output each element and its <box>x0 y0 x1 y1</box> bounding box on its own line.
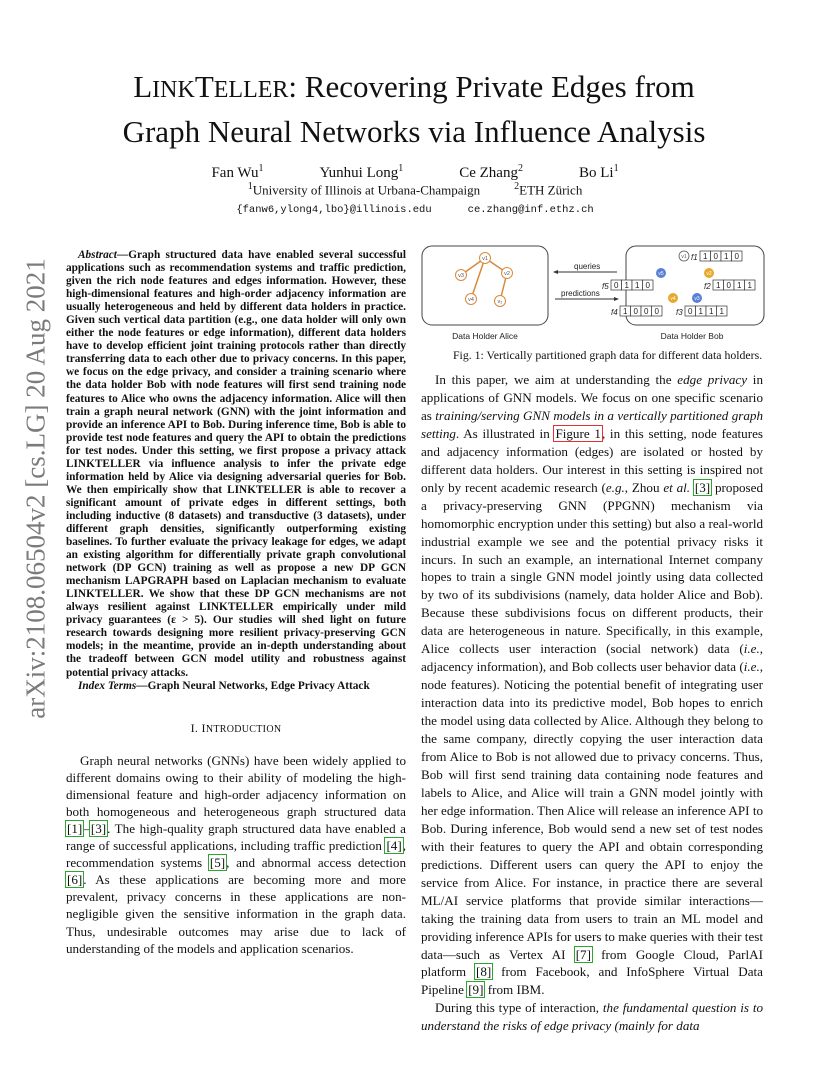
alice-label: Data Holder Alice <box>452 331 518 341</box>
author <box>579 163 619 182</box>
author-affiliation-mark: 2 <box>517 163 523 174</box>
abstract-text: —Graph structured data have enabled several successful applications such as recommendation systems and traffic prediction, given the rich node features and edges information. However, these high-dimensional features and high-order adjacency information are usually heterogeneous and held by different data holders in practice. Given such vertical data partition (e.g., one data holder will only own either the node features or edge information), different data holders have to develop efficient joint training protocols rather than directly transferring data to each other due to privacy concerns. In this paper, we focus on the edge privacy, and consider a training scenario where the data holder Bob with node features will first send training node features to Alice who owns the adjacency information. Alice will then train a graph neural network (GNN) with the joint information and provide an inference API to Bob. During inference time, Bob is able to provide test node features and query the API to obtain the predictions for test nodes. Under this setting, we first propose a privacy attack LINKTELLER via influence analysis to infer the private edge information held by Alice via designing adversarial queries for Bob. We then empirically show that LINKTELLER is able to recover a significant amount of private edges in different settings, both including inductive (8 datasets) and transductive (3 datasets), under different graph densities, significantly outperforming existing baselines. To further evaluate the privacy leakage for edges, we adapt an existing algorithm for differentially private graph convolutional network (DP GCN) training as well as propose a new DP GCN mechanism LAPGRAPH based on Laplacian mechanism to evaluate LINKTELLER. We show that these DP GCN mechanisms are not always resilient against LINKTELLER empirically under mild privacy guarantees (ε > 5). Our studies will shed light on future research towards designing more resilient privacy-preserving GCN models; in the meantime, provide an in-depth understanding about the tradeoff between GCN model utility and robustness against potential privacy attacks. <box>66 249 406 679</box>
feature-bit-value: 1 <box>623 306 628 316</box>
body-text: , in this setting, node features and adjacency information (edges) are isolated or hosted by different data holders. Our interest in this setting is inspired not only by recent academic research ( <box>421 425 763 495</box>
body-text: , Zhou <box>624 479 664 495</box>
queries-arrow-head <box>553 270 558 274</box>
alice-node <box>466 294 477 305</box>
intro-text: . As these applications are becoming more and more prevalent, privacy concerns in these applications are non-negligible given the sensitive information in the graph data. Thus, undesirable outcomes may arise due to lack of understanding of the models and application scenarios. <box>66 872 406 956</box>
affiliation-1: University of Illinois at Urbana-Champaign <box>252 182 481 198</box>
citation-link[interactable]: [3] <box>90 820 107 836</box>
bob-node <box>656 268 666 278</box>
feature-bit-value: 0 <box>713 251 718 261</box>
body-text: , node features). Noticing the potential benefit of integrating user interaction data into its predictive model, Bob hopes to enrich the model using data collected by Alice. Although they belong to the same company, directly copying the user interaction data from Alice to Bob is not allowed due to privacy concerns. Thus, Bob will first send training data containing node features and labels to Alice, and Alice will train a GNN model jointly with her edge information. Then Alice will release an inference API to Bob. During inference, Bob would send a new set of test nodes with their features to query the API and obtain corresponding predictions. Different users can query the API to enjoy the service from Alice. For instance, in practice there are several ML/AI service platforms that provide similar interactions—taking the training data from users to train an ML model and providing inference APIs for users to make queries with their test data—such as Vertex AI <box>421 659 763 962</box>
alice-node <box>480 253 491 264</box>
feature-bit-value: 0 <box>644 306 649 316</box>
feature-label: f2 <box>704 282 711 291</box>
feature-bits <box>620 306 662 316</box>
citation-link[interactable]: [3] <box>694 479 711 495</box>
author-list <box>150 163 680 182</box>
emphasis: et al. <box>663 479 691 495</box>
feature-bit-value: 0 <box>633 306 638 316</box>
feature-vector-f1 <box>691 251 742 262</box>
predictions-label: predictions <box>561 289 600 298</box>
node-label: v2 <box>504 271 510 277</box>
feature-vector-f5 <box>602 280 653 291</box>
citation-link[interactable]: [8] <box>475 964 492 980</box>
bob-node <box>692 293 702 303</box>
author-affiliation-mark: 1 <box>398 163 404 174</box>
alice-node <box>456 270 467 281</box>
section-heading-introduction <box>66 721 406 736</box>
feature-bit-value: 0 <box>614 280 619 290</box>
feature-bit-value: 1 <box>635 280 640 290</box>
feature-bit-value: 1 <box>624 280 629 290</box>
title-name-cap-2: T <box>194 69 214 104</box>
email-ethz[interactable]: ce.zhang@inf.ethz.ch <box>467 204 594 216</box>
title-line-1-text: : Recovering Private Edges from <box>288 69 695 104</box>
citation-link[interactable]: [9] <box>468 982 484 998</box>
bob-node <box>679 251 689 261</box>
emphasis: e.g. <box>605 479 625 495</box>
body-text: During this type of interaction, <box>435 1000 603 1016</box>
feature-bit-value: 0 <box>654 306 659 316</box>
figure-1-diagram <box>421 243 766 348</box>
body-text: from IBM. <box>484 982 545 998</box>
feature-bit-value: 1 <box>737 280 742 290</box>
feature-bit-value: 0 <box>645 280 650 290</box>
node-label: v2 <box>706 271 712 277</box>
intro-text: , and abnormal access detection <box>226 855 406 871</box>
feature-bits <box>713 280 755 290</box>
node-label: v1 <box>681 254 687 260</box>
author <box>211 163 263 182</box>
node-label: v₂ <box>497 299 503 305</box>
right-paragraph-1 <box>421 371 763 999</box>
title-name-cap-1: L <box>133 69 153 104</box>
feature-vector-f2 <box>704 280 755 291</box>
feature-label: f3 <box>676 308 683 317</box>
author-name: Bo Li <box>578 165 614 181</box>
bob-node <box>668 293 678 303</box>
intro-text: . The high-quality graph structured data have enabled a range of successful applications, including traffic prediction <box>66 820 406 854</box>
feature-bit-value: 1 <box>719 306 724 316</box>
index-terms-label: Index Terms <box>78 679 137 692</box>
intro-text: – <box>83 820 90 836</box>
node-label: v1 <box>482 256 488 262</box>
feature-bit-value: 0 <box>726 280 731 290</box>
right-column <box>421 371 763 1035</box>
feature-bit-value: 1 <box>724 251 729 261</box>
section-number: I. <box>190 720 199 735</box>
feature-bits <box>611 280 653 290</box>
title-name-rest-2: ELLER <box>213 77 289 103</box>
section-title-cap: I <box>201 720 206 735</box>
abstract <box>66 249 406 680</box>
title-name-rest-1: INK <box>152 77 195 103</box>
node-label: v4 <box>670 296 676 302</box>
node-label: v5 <box>658 271 664 277</box>
feature-bit-value: 0 <box>734 251 739 261</box>
emphasis: training/serving GNN models in a vertically partitioned graph setting <box>421 407 763 441</box>
body-text: from Facebook, and InfoSphere Virtual Data Pipeline <box>421 964 763 998</box>
affiliation-2: ETH Zürich <box>519 182 583 198</box>
feature-bit-value: 1 <box>698 306 703 316</box>
feature-bit-value: 1 <box>716 280 721 290</box>
section-title-rest: NTRODUCTION <box>205 723 282 735</box>
title-line-2: Graph Neural Networks via Influence Analysis <box>122 114 706 149</box>
node-label: v4 <box>468 297 474 303</box>
feature-bit-value: 1 <box>709 306 714 316</box>
emphasis: the fundamental question is to understand the risks of edge privacy (mainly for data <box>421 1000 763 1034</box>
alice-node <box>495 296 506 307</box>
feature-bits <box>685 306 727 316</box>
intro-text: Graph neural networks (GNNs) have been widely applied to different domains owing to their ability of modeling the high-dimensional feature and high-order adjacency information on both homogeneous and heterogeneous graph structured data <box>66 752 406 819</box>
node-label: v3 <box>694 296 700 302</box>
emphasis: i.e. <box>743 641 760 657</box>
left-column <box>66 249 406 957</box>
title-line-1 <box>60 66 768 111</box>
figure-1-caption: Fig. 1: Vertically partitioned graph data for different data holders. <box>453 348 763 362</box>
alice-node <box>502 268 513 279</box>
feature-vector-f3 <box>676 306 727 317</box>
body-text: In this paper, we aim at understanding the <box>435 372 678 387</box>
citation-link[interactable]: [4] <box>386 838 402 854</box>
author-affiliation-mark: 1 <box>613 163 619 174</box>
author-affiliation-mark: 1 <box>258 163 264 174</box>
citation-link[interactable]: [7] <box>575 946 591 962</box>
body-text: . As illustrated in <box>455 425 555 441</box>
author <box>319 163 403 182</box>
body-text: from Google Cloud, ParlAI platform <box>421 946 763 980</box>
author-name: Fan Wu <box>211 165 259 181</box>
right-paragraph-2 <box>421 999 763 1035</box>
feature-bits <box>700 251 742 261</box>
bob-label: Data Holder Bob <box>660 331 724 341</box>
arxiv-sidebar <box>6 218 66 758</box>
citation-link[interactable]: [5] <box>209 855 226 871</box>
feature-label: f1 <box>691 253 698 262</box>
body-text: , adjacency information), and Bob collects user behavior data ( <box>421 641 763 675</box>
citation-link[interactable]: [1] <box>67 820 83 836</box>
feature-bit-value: 1 <box>703 251 708 261</box>
predictions-arrow-head <box>614 297 619 301</box>
figure-reference-link[interactable]: Figure 1 <box>555 425 601 441</box>
paper-title <box>60 66 768 152</box>
feature-label: f5 <box>602 282 609 291</box>
intro-text: , recommendation systems <box>66 838 406 871</box>
index-terms-text: —Graph Neural Networks, Edge Privacy Attack <box>136 679 370 692</box>
queries-label: queries <box>574 262 601 271</box>
author-name: Yunhui Long <box>319 165 399 181</box>
affiliations <box>150 181 680 198</box>
feature-bit-value: 0 <box>688 306 693 316</box>
bob-node <box>704 268 714 278</box>
affiliation-mark-1: 1 <box>247 181 253 192</box>
emphasis: i.e. <box>743 659 760 675</box>
intro-paragraph-1 <box>66 752 406 957</box>
author-emails <box>150 204 680 216</box>
citation-link[interactable]: [6] <box>67 872 83 888</box>
body-text: proposed a privacy-preserving GNN (PPGNN) mechanism via homomorphic encryption under this setting) but also a real-world industrial example we see and the potential privacy risks it incurs. In such an example, an international Internet company hopes to train a single GNN model jointly using data collected by two of its subdivisions (namely, data holder Alice and Bob). Because these subdivisions focus on different products, their data are heterogeneous in nature. Specifically, in this example, Alice collects user interaction (social network) data ( <box>421 479 763 657</box>
node-label: v3 <box>458 273 464 279</box>
index-terms <box>66 680 406 693</box>
emphasis: edge privacy <box>677 372 748 387</box>
author <box>459 163 523 182</box>
arxiv-identifier: arXiv:2108.06504v2 [cs.LG] 20 Aug 2021 <box>20 257 51 719</box>
affiliation-mark-2: 2 <box>514 181 520 192</box>
abstract-label: Abstract <box>78 249 117 261</box>
email-illinois[interactable]: {fanw6,ylong4,lbo}@illinois.edu <box>236 204 432 216</box>
feature-vector-f4 <box>611 306 662 317</box>
alice-edge <box>471 258 485 299</box>
feature-label: f4 <box>611 308 618 317</box>
author-name: Ce Zhang <box>459 165 518 181</box>
body-text: in applications of GNN models. We focus on one specific scenario as <box>421 372 763 423</box>
feature-bit-value: 1 <box>747 280 752 290</box>
